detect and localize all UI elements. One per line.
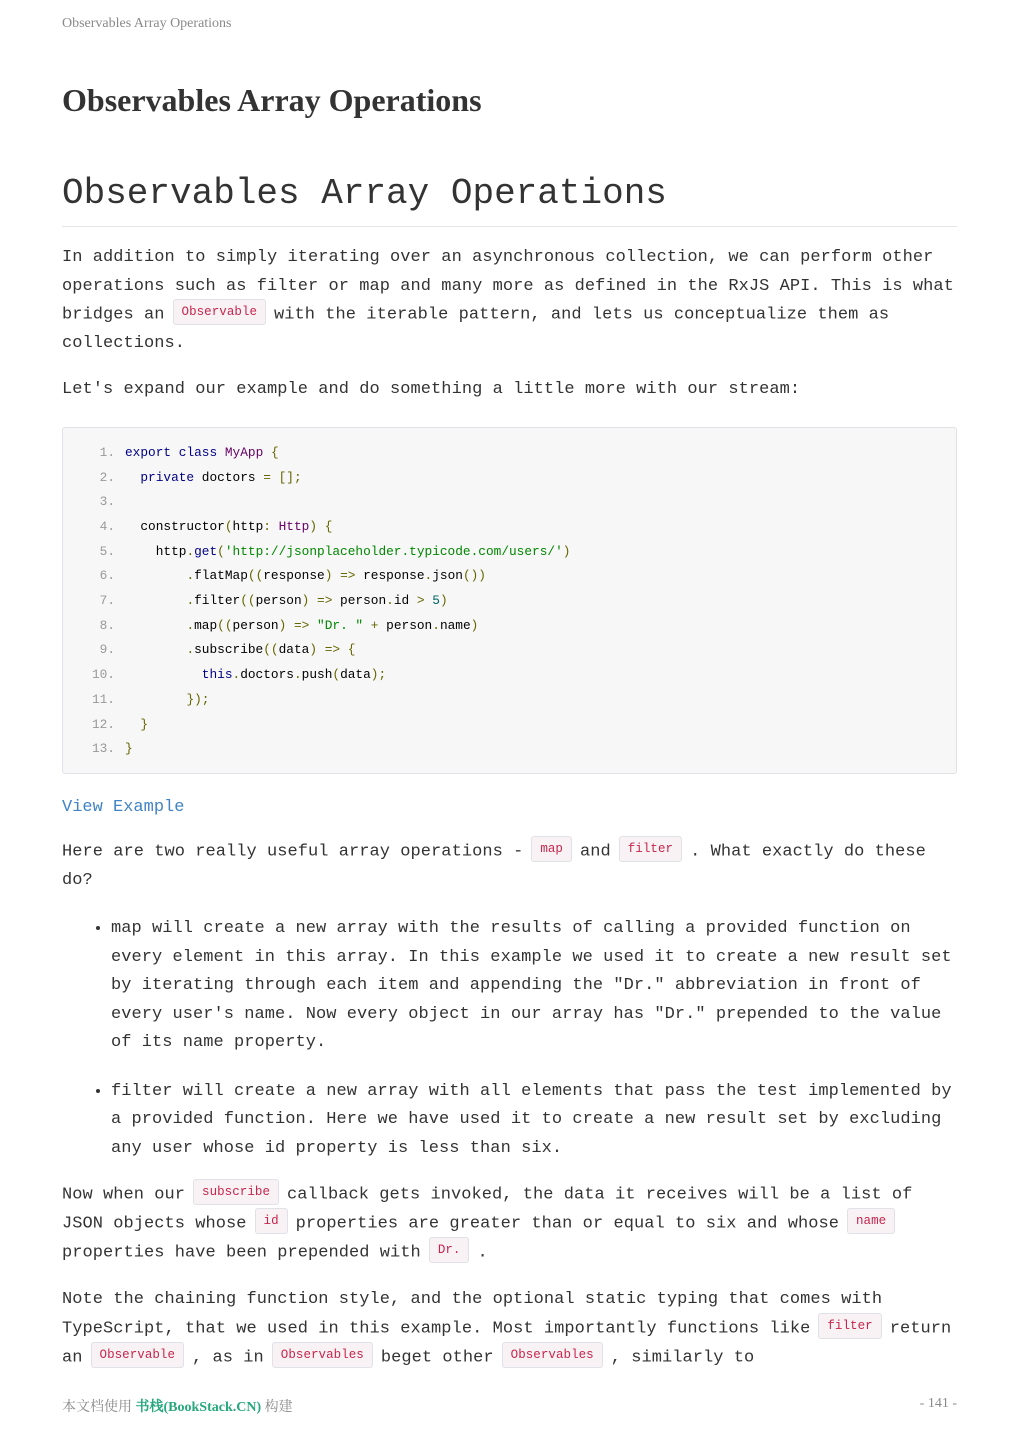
- code-token: [317, 642, 325, 657]
- code-token: id: [393, 593, 417, 609]
- code-line: [63, 663, 956, 688]
- code-token: .: [186, 593, 195, 609]
- code-line: [63, 688, 956, 713]
- code-token: name: [439, 617, 471, 633]
- subscribe-text-5: .: [477, 1243, 488, 1263]
- chaining-text-2: return an: [62, 1319, 952, 1368]
- subscribe-text-4: properties have been prepended with: [62, 1243, 421, 1263]
- intro-text-1: In addition to simply iterating over an asynchronous collection, we can perform other operations such as filter or map and many more as defined in the RxJS API. This is what bridges an: [62, 248, 954, 325]
- code-text: [125, 663, 386, 688]
- code-token: subscribe: [194, 642, 264, 658]
- line-number: 1.: [99, 444, 115, 460]
- line-number: 10.: [91, 667, 115, 683]
- list-item-map: • map will create a new array with the results of calling a provided function on every element in this array. In this example we used it to create a new result set by iterating through each item and appending the "Dr." abbreviation in front of every user's name. Now every object in our array has "Dr." prepended to the value of its name property.: [111, 915, 957, 1058]
- inline-code-subscribe: subscribe: [193, 1179, 279, 1205]
- code-token: response: [263, 568, 325, 584]
- code-token: 'http://jsonplaceholder.typicode.com/users/': [224, 543, 563, 559]
- code-block: [62, 427, 957, 774]
- code-token: .: [186, 642, 195, 658]
- code-token: doctors: [194, 469, 264, 485]
- code-token: ): [278, 617, 287, 633]
- code-token: =>: [293, 617, 310, 633]
- code-token: person: [232, 617, 279, 633]
- footer-credit: [62, 1396, 293, 1416]
- line-number: 12.: [91, 716, 115, 732]
- footer-brand-link[interactable]: 书栈(BookStack.CN): [135, 1400, 262, 1415]
- code-token: person: [255, 593, 302, 609]
- intro-text-2: with the iterable pattern, and lets us conceptualize them as collections.: [62, 305, 890, 353]
- ops-text-2: and: [579, 842, 611, 862]
- line-number: 9.: [99, 642, 115, 658]
- code-token: ((: [217, 617, 233, 633]
- code-token: =>: [317, 593, 333, 609]
- code-token: [];: [278, 469, 302, 485]
- inline-code-observable: Observable: [173, 299, 267, 325]
- ops-text-3: . What exactly do these do?: [62, 842, 926, 890]
- code-text: [125, 638, 355, 663]
- list-item-filter: • filter will create a new array with all elements that pass the test implemented by a provided function. Here we have used it to create a new result set by excluding any user whose id property is less than six.: [111, 1078, 957, 1164]
- code-token: "Dr. ": [317, 617, 364, 633]
- code-token: [171, 445, 179, 460]
- code-text: [125, 688, 209, 713]
- code-token: flatMap: [194, 568, 248, 584]
- code-token: ): [470, 617, 479, 633]
- code-token: {: [347, 642, 356, 658]
- code-token: =>: [340, 568, 356, 584]
- ops-text-1: Here are two really useful array operations -: [62, 842, 524, 862]
- code-token: [309, 618, 317, 633]
- code-token: [340, 642, 348, 657]
- chaining-paragraph: [62, 1286, 957, 1372]
- code-token: {: [324, 519, 333, 535]
- code-token: filter: [194, 593, 241, 609]
- code-token: .: [432, 617, 440, 633]
- code-text: [125, 466, 302, 491]
- code-text: [125, 564, 486, 589]
- footer-suffix: 构建: [264, 1400, 293, 1415]
- intro-paragraph: [62, 244, 957, 358]
- code-token: json: [432, 568, 463, 584]
- code-token: MyApp: [224, 444, 264, 460]
- code-token: ): [562, 543, 571, 559]
- code-token: http: [232, 519, 264, 535]
- code-token: .: [232, 667, 241, 683]
- code-line: [63, 614, 956, 639]
- code-token: push: [301, 667, 333, 683]
- code-line: [63, 638, 956, 663]
- chaining-text-1: Note the chaining function style, and the optional static typing that comes with TypeScript, that we used in this example. Most importantly functions like: [62, 1290, 883, 1339]
- code-text: [125, 540, 570, 565]
- code-token: Http: [278, 519, 310, 535]
- line-number: 13.: [91, 741, 115, 757]
- code-text: [125, 441, 279, 466]
- subscribe-text-3: properties are greater than or equal to six and whose: [295, 1214, 839, 1234]
- code-token: .: [386, 593, 394, 609]
- code-token: >: [416, 593, 425, 609]
- code-line: [63, 490, 956, 515]
- inline-code-dr: Dr.: [429, 1237, 470, 1263]
- code-token: +: [370, 617, 379, 633]
- operations-paragraph: [62, 838, 957, 895]
- code-token: [271, 519, 279, 534]
- code-line: [63, 515, 956, 540]
- inline-code-filter: filter: [619, 836, 682, 862]
- code-token: data: [278, 642, 310, 658]
- operations-list: [62, 915, 957, 1163]
- code-token: ): [309, 642, 318, 658]
- code-token: class: [178, 444, 218, 460]
- code-token: [125, 667, 202, 682]
- code-token: .: [186, 568, 195, 584]
- code-token: =: [263, 469, 271, 485]
- code-token: private: [140, 469, 195, 485]
- chaining-text-4: beget other: [380, 1348, 494, 1368]
- code-token: (: [217, 543, 225, 559]
- code-token: ): [301, 593, 310, 609]
- code-token: .: [186, 543, 195, 559]
- code-token: [309, 593, 317, 608]
- code-text: [125, 737, 133, 762]
- code-line: [63, 589, 956, 614]
- code-token: [317, 519, 325, 534]
- code-token: :: [263, 519, 271, 535]
- code-token: [271, 470, 279, 485]
- code-line: [63, 466, 956, 491]
- line-number: 3.: [99, 494, 115, 510]
- code-line: [63, 441, 956, 466]
- code-line: [63, 540, 956, 565]
- code-text: [125, 713, 148, 738]
- line-number: 7.: [99, 593, 115, 609]
- line-number: 2.: [99, 469, 115, 485]
- code-token: [217, 445, 225, 460]
- inline-code-name: name: [847, 1208, 895, 1234]
- code-token: [125, 717, 140, 732]
- inline-code-filter-2: filter: [818, 1313, 881, 1339]
- code-token: (: [224, 519, 233, 535]
- chaining-text-5: , similarly to: [610, 1348, 755, 1368]
- chaining-text-3: , as in: [192, 1348, 264, 1368]
- code-token: .: [186, 617, 195, 633]
- code-token: 5: [432, 593, 440, 609]
- code-text: [125, 515, 332, 540]
- line-number: 11.: [91, 691, 115, 707]
- code-token: ): [439, 593, 448, 609]
- line-number: 5.: [99, 543, 115, 559]
- section-heading: Observables Array Operations: [62, 168, 957, 227]
- code-token: ): [324, 568, 333, 584]
- subscribe-text-1: Now when our: [62, 1185, 186, 1205]
- code-token: [363, 618, 371, 633]
- code-token: constructor: [125, 519, 225, 535]
- code-token: http: [125, 543, 187, 559]
- code-token: ()): [462, 568, 486, 584]
- running-header: Observables Array Operations: [62, 16, 232, 31]
- code-token: response: [355, 568, 425, 584]
- code-token: [286, 618, 294, 633]
- page-number: - 141 -: [919, 1396, 957, 1411]
- code-token: get: [194, 543, 218, 559]
- code-token: person: [332, 593, 387, 609]
- code-line: [63, 737, 956, 762]
- code-token: [125, 618, 186, 633]
- code-token: this: [201, 667, 233, 683]
- inline-code-id: id: [255, 1208, 288, 1234]
- code-token: ((: [247, 568, 264, 584]
- code-token: =>: [324, 642, 341, 658]
- code-token: map: [194, 617, 218, 633]
- code-token: [125, 642, 186, 657]
- subscribe-text-2: callback gets invoked, the data it receives will be a list of JSON objects whose: [62, 1185, 913, 1234]
- inline-code-map: map: [531, 836, 572, 862]
- line-number: 8.: [99, 617, 115, 633]
- code-token: {: [270, 444, 279, 460]
- line-number: 4.: [99, 519, 115, 535]
- view-example-link[interactable]: View Example: [62, 797, 185, 817]
- expand-paragraph: Let's expand our example and do something a little more with our stream:: [62, 380, 801, 400]
- code-token: ): [309, 519, 318, 535]
- code-text: [125, 614, 478, 639]
- code-token: }: [140, 716, 149, 732]
- code-line: [63, 713, 956, 738]
- code-line: [63, 564, 956, 589]
- line-number: 6.: [99, 568, 115, 584]
- code-token: });: [186, 691, 210, 707]
- code-token: [125, 470, 140, 485]
- code-token: person: [378, 617, 433, 633]
- code-token: data: [340, 667, 371, 683]
- article-content: [62, 168, 957, 1373]
- code-token: ((: [240, 593, 256, 609]
- code-token: [125, 692, 186, 707]
- inline-code-observables-2: Observables: [502, 1342, 603, 1368]
- code-token: }: [125, 741, 133, 757]
- footer-prefix: 本文档使用: [62, 1400, 132, 1415]
- code-token: doctors: [240, 667, 294, 683]
- code-token: (: [332, 667, 341, 683]
- code-token: export: [125, 444, 172, 460]
- code-token: [332, 568, 340, 583]
- inline-code-observable-2: Observable: [91, 1342, 185, 1368]
- code-token: .: [293, 667, 302, 683]
- code-text: [125, 589, 448, 614]
- page-title: Observables Array Operations: [62, 82, 482, 118]
- inline-code-observables: Observables: [272, 1342, 373, 1368]
- subscribe-paragraph: [62, 1181, 957, 1268]
- code-token: [125, 568, 186, 583]
- code-token: ((: [263, 642, 279, 658]
- code-token: [263, 445, 271, 460]
- code-token: .: [424, 568, 433, 584]
- code-token: [125, 593, 186, 608]
- code-token: );: [370, 667, 387, 683]
